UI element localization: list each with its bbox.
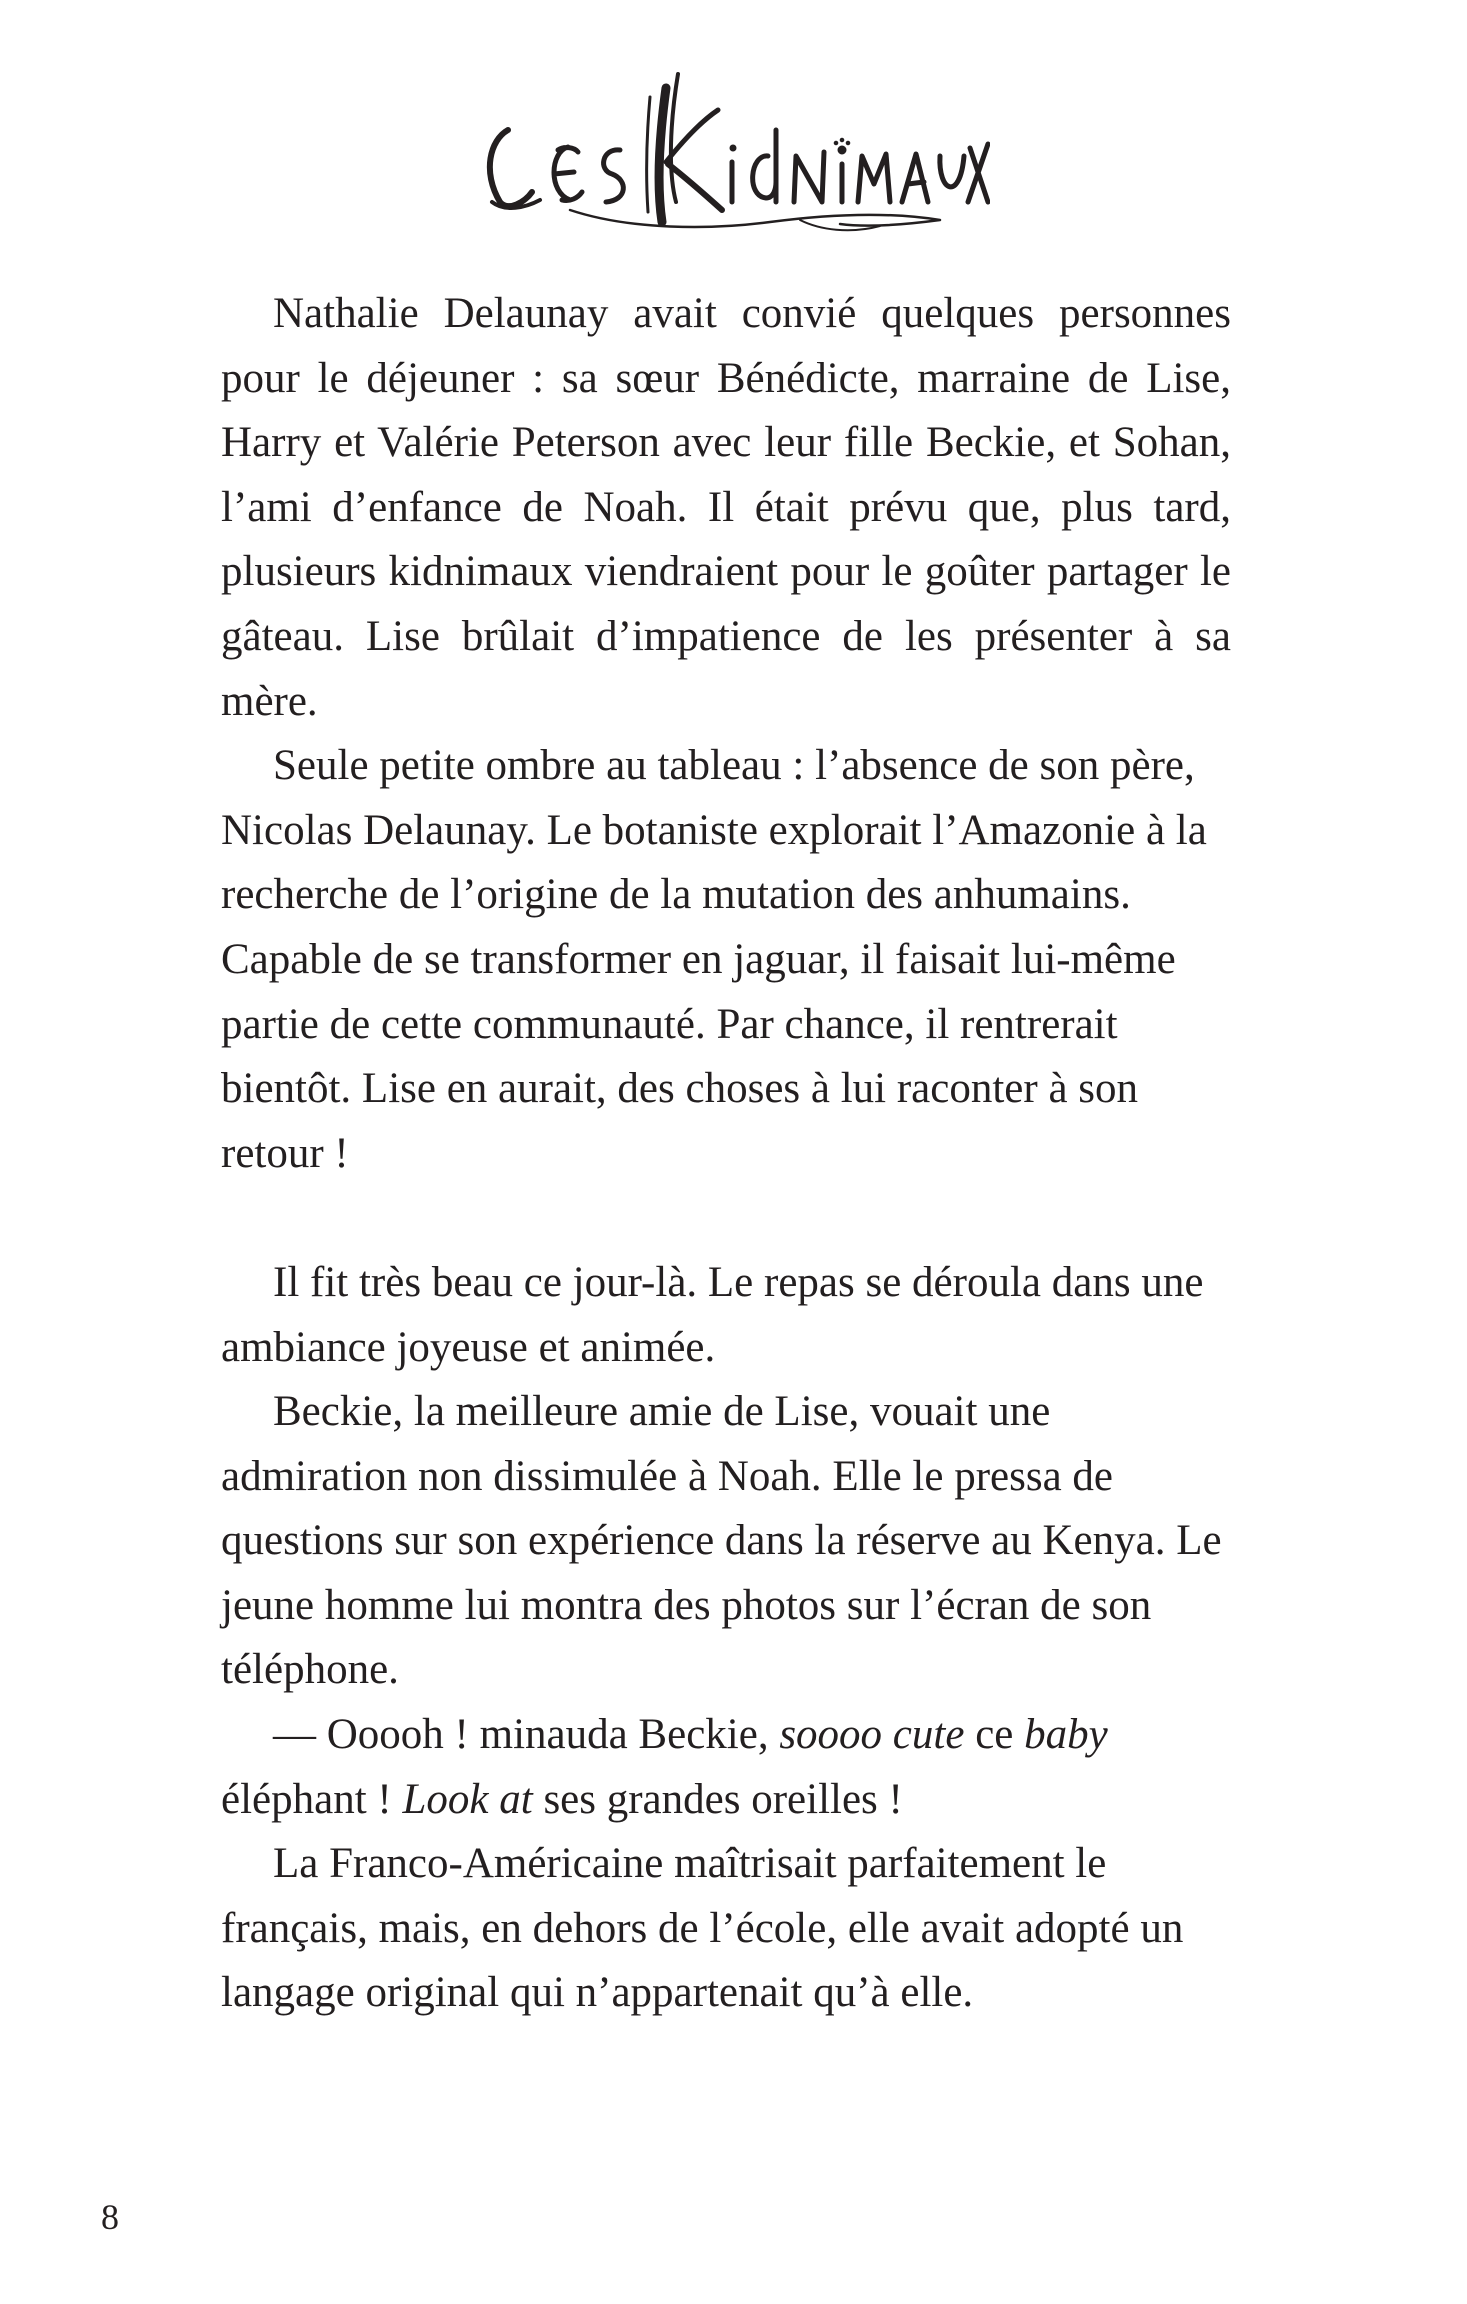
kidnimaux-logo-icon [470, 52, 990, 237]
dialogue-text: éléphant ! [221, 1775, 403, 1823]
dialogue-dash: — [273, 1711, 327, 1759]
series-logo [470, 52, 990, 237]
dialogue-italic: soooo cute [779, 1711, 965, 1759]
body-text [221, 282, 1231, 2026]
paragraph: Beckie, la meilleure amie de Lise, vouait une admiration non dissimulée à Noah. Elle le pressa de questions sur son expérience dans la réserve au Kenya. Le jeune homme lui montra des photos sur l’écran de son téléphone. [221, 1388, 1222, 1694]
paragraph: La Franco-Américaine maîtrisait parfaitement le français, mais, en dehors de l’école, elle avait adopté un langage original qui n’appartenait qu’à elle. [221, 1840, 1184, 2017]
dialogue-text: Ooooh ! minauda Beckie, [326, 1711, 780, 1759]
section-break [221, 1186, 1231, 1251]
paragraph: Il fit très beau ce jour-là. Le repas se déroula dans une ambiance joyeuse et animée. [221, 1258, 1204, 1371]
dialogue-text: ce [964, 1711, 1025, 1759]
dialogue-italic: baby [1024, 1711, 1108, 1759]
paragraph: Seule petite ombre au tableau : l’absence de son père, Nicolas Delaunay. Le botaniste explorait l’Amazonie à la recherche de l’origine de la mutation des anhumains. Capable de se transformer en jaguar, il faisait lui-même partie de cette communauté. Par chance, il rentrerait bientôt. Lise en aurait, des choses à lui raconter à son retour ! [221, 742, 1207, 1177]
paragraph: Nathalie Delaunay avait convié quelques personnes pour le déjeuner : sa sœur Bénédicte, marraine de Lise, Harry et Valérie Peterson avec leur fille Beckie, et Sohan, l’ami d’enfance de Noah. Il était prévu que, plus tard, plusieurs kidnimaux viendraient pour le goûter partager le gâteau. Lise brûlait d’impatience de les présenter à sa mère. [221, 290, 1231, 725]
dialogue-text: ses grandes oreilles ! [532, 1775, 903, 1823]
page-number: 8 [101, 2197, 119, 2237]
dialogue-paragraph [221, 1703, 1231, 1832]
dialogue-italic: Look at [402, 1775, 533, 1823]
